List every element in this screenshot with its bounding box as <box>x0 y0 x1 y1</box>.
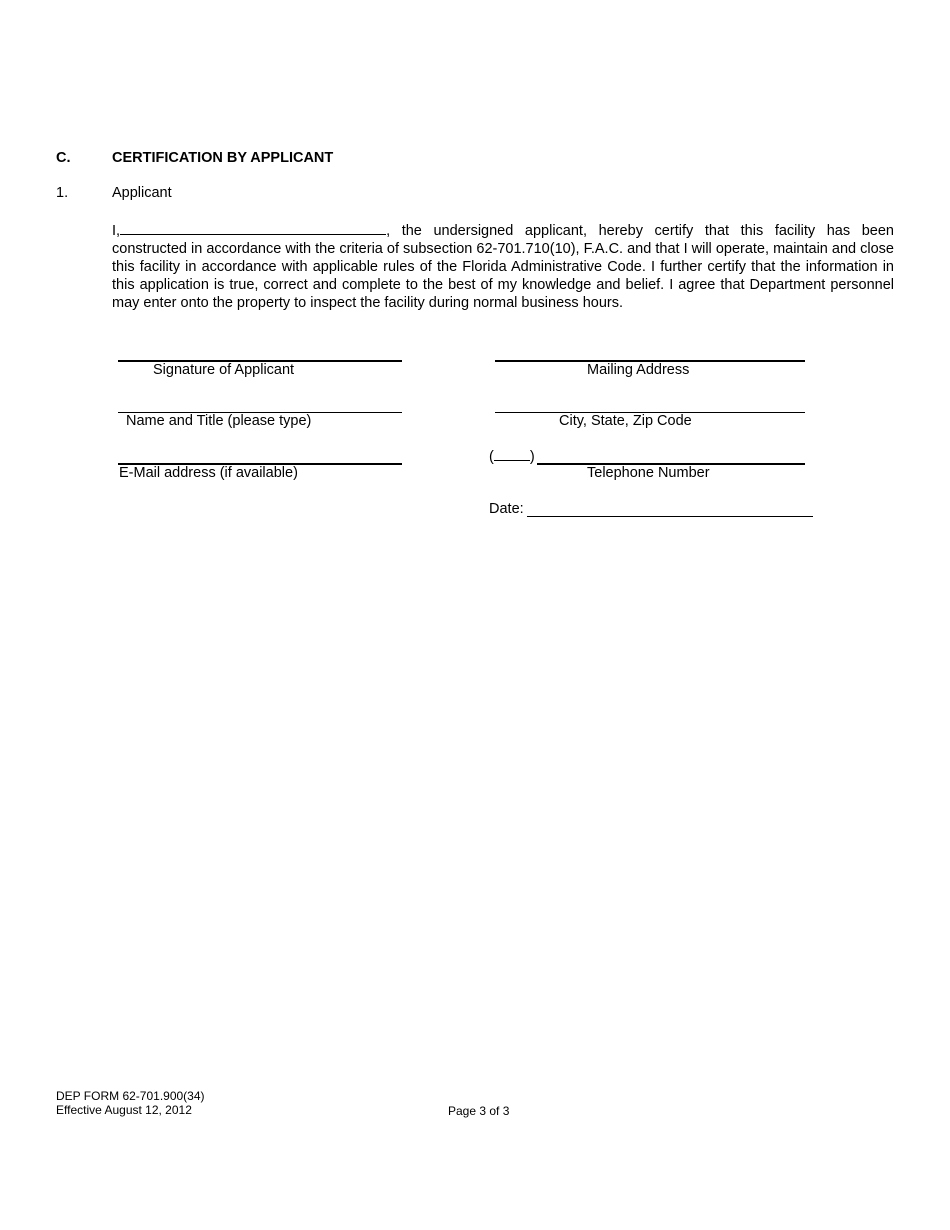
phone-area-code[interactable] <box>489 448 535 465</box>
certification-text: , the undersigned applicant, hereby certify that this facility has been constructed in accordance with the criteria of subsection 62-701.710(10), F.A.C. and that I will operate, maintain and close this facility in accordance with applicable rules of the Florida Administrative Code. I further certify that the information in this application is true, correct and complete to the best of my knowledge and belief. I agree that Department personnel may enter onto the property to inspect the facility during normal business hours. <box>112 223 894 311</box>
form-number: DEP FORM 62-701.900(34) <box>56 1089 205 1103</box>
page-number: Page 3 of 3 <box>448 1104 510 1118</box>
telephone-label: Telephone Number <box>587 465 710 481</box>
phone-close-paren: ) <box>529 449 535 465</box>
signature-label: Signature of Applicant <box>153 362 295 378</box>
phone-area-code-blank[interactable] <box>494 448 530 461</box>
city-state-zip-label: City, State, Zip Code <box>559 413 692 429</box>
certification-prefix: I, <box>112 223 121 239</box>
date-label: Date: <box>489 501 524 517</box>
certification-paragraph <box>112 221 894 312</box>
item-title: Applicant <box>112 185 172 201</box>
email-label: E-Mail address (if available) <box>119 465 298 481</box>
item-number: 1. <box>56 185 69 201</box>
date-line[interactable] <box>527 516 813 517</box>
section-letter: C. <box>56 150 71 166</box>
mailing-address-label: Mailing Address <box>587 362 690 378</box>
name-title-label: Name and Title (please type) <box>126 413 312 429</box>
applicant-name-blank[interactable] <box>120 221 386 235</box>
section-title: CERTIFICATION BY APPLICANT <box>112 150 334 166</box>
phone-open-paren: ( <box>489 449 494 465</box>
effective-date: Effective August 12, 2012 <box>56 1103 192 1117</box>
